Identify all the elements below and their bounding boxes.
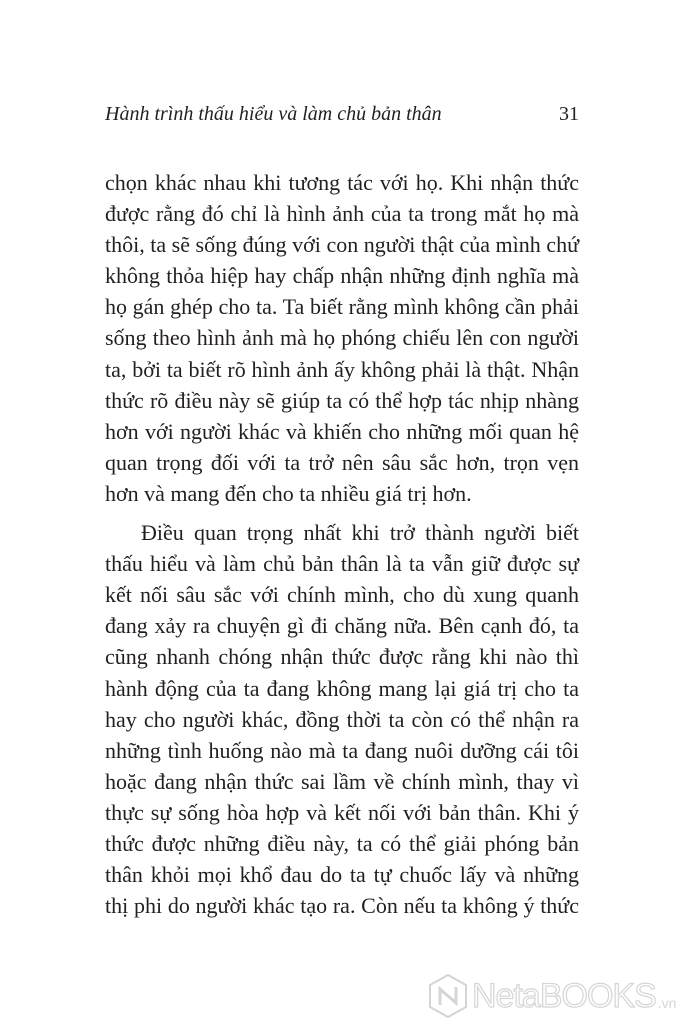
chapter-title: Hành trình thấu hiểu và làm chủ bản thân <box>105 103 442 125</box>
text-line: được rằng đó chỉ là hình ảnh của ta trong mắt họ mà <box>105 201 579 227</box>
text-line: những tình huống nào mà ta đang nuôi dưỡng cái tôi <box>105 737 579 763</box>
running-header <box>105 100 579 128</box>
paragraph <box>105 517 579 921</box>
text-line: hành động của ta đang không mang lại giá trị cho ta <box>105 675 579 701</box>
text-line: hơn và mang đến cho ta nhiều giá trị hơn. <box>105 480 472 506</box>
text-line: Điều quan trọng nhất khi trở thành người biết <box>141 520 579 546</box>
paragraph <box>105 167 579 509</box>
text-line: quan trọng đối với ta trở nên sâu sắc hơn, trọn vẹn <box>105 449 579 475</box>
text-line: hơn với người khác và khiến cho những mối quan hệ <box>105 418 579 444</box>
text-line: thấu hiểu và làm chủ bản thân là ta vẫn giữ được sự <box>105 551 579 577</box>
text-line: thức rõ điều này sẽ giúp ta có thể hợp tác nhịp nhàng <box>105 387 579 413</box>
text-line: chọn khác nhau khi tương tác với họ. Khi nhận thức <box>105 170 579 195</box>
text-line: thân khỏi mọi khổ đau do ta tự chuốc lấy và những <box>105 862 579 888</box>
watermark-brand: NetaBOOKS <box>472 976 656 1015</box>
text-line: hay cho người khác, đồng thời ta còn có thể nhận ra <box>105 706 579 732</box>
netabooks-watermark <box>428 970 676 1022</box>
text-line: kết nối sâu sắc với chính mình, cho dù xung quanh <box>105 582 579 608</box>
netabooks-logo-icon <box>428 973 468 1019</box>
text-line: cũng nhanh chóng nhận thức được rằng khi nào thì <box>105 644 579 670</box>
text-line: hoặc đang nhận thức sai lầm về chính mình, thay vì <box>105 768 579 794</box>
text-line: thức được những điều này, ta có thể giải phóng bản <box>105 830 579 856</box>
text-line: sống theo hình ảnh mà họ phóng chiếu lên con người <box>105 325 579 351</box>
text-line: thực sự sống hòa hợp và kết nối với bản thân. Khi ý <box>105 799 579 825</box>
page-number: 31 <box>559 103 579 125</box>
text-line: thị phi do người khác tạo ra. Còn nếu ta không ý thức <box>105 893 579 919</box>
text-line: không thỏa hiệp hay chấp nhận những định nghĩa mà <box>105 263 579 289</box>
body-text <box>105 167 579 921</box>
text-line: ta, bởi ta biết rõ hình ảnh ấy không phải là thật. Nhận <box>105 356 579 382</box>
text-line: đang xảy ra chuyện gì đi chăng nữa. Bên cạnh đó, ta <box>105 613 579 639</box>
text-line: thôi, ta sẽ sống đúng với con người thật của mình chứ <box>105 232 579 258</box>
watermark-suffix: .vn <box>657 995 677 1011</box>
text-line: họ gán ghép cho ta. Ta biết rằng mình không cần phải <box>105 294 579 320</box>
